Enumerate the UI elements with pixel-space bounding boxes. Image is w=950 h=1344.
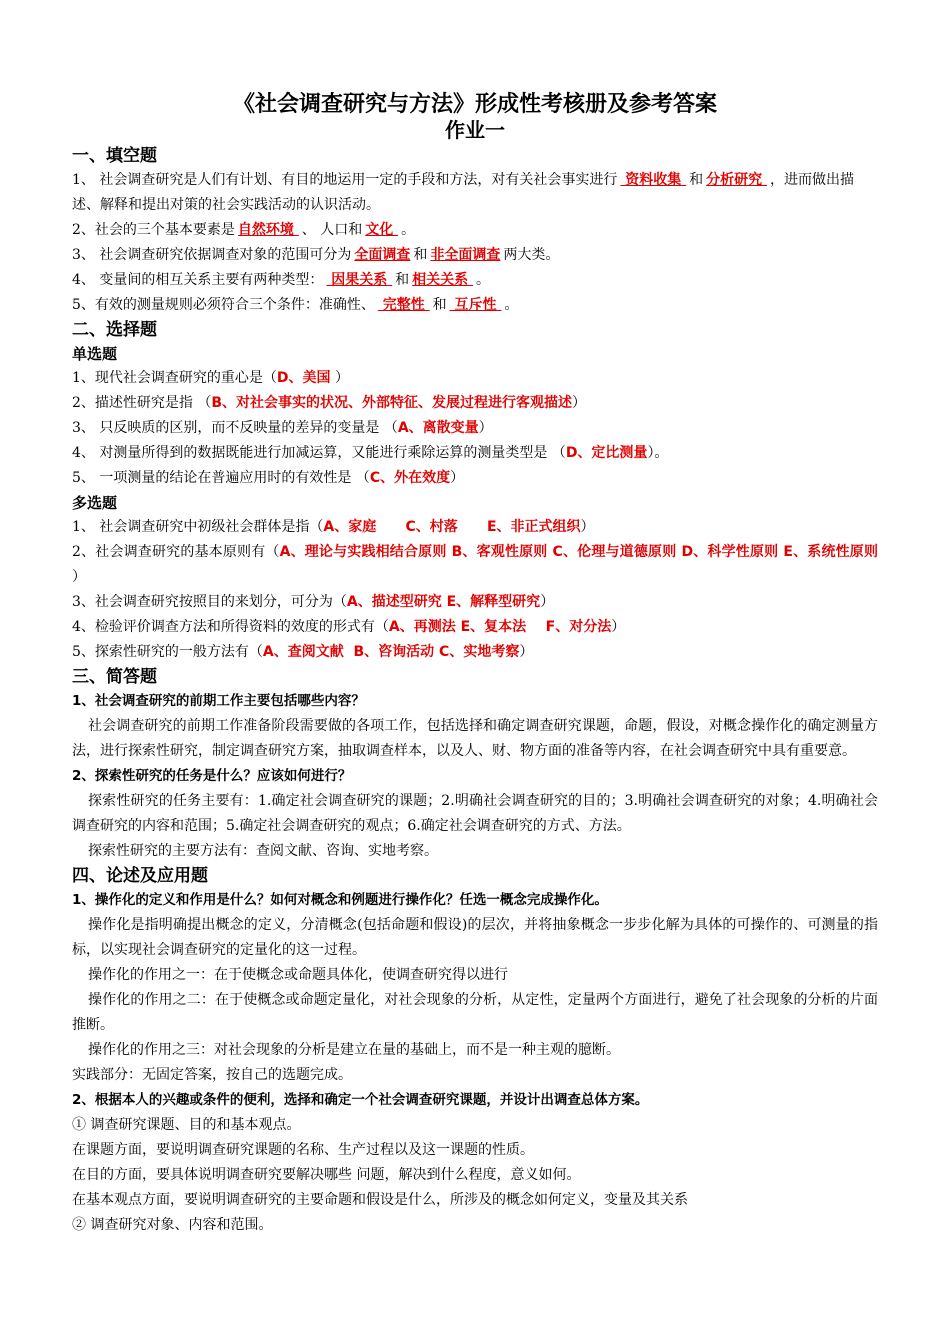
question-text: 和: [413, 247, 428, 263]
section-essay-heading: 四、论述及应用题: [72, 866, 208, 886]
essay-paragraph: 在课题方面，要说明调查研究课题的名称、生产过程以及这一课题的性质。: [72, 1142, 534, 1158]
answer-text: A、理论与实践相结合原则 B、客观性原则 C、伦理与道德原则 D、科学性原则 E、系统性原则: [279, 544, 878, 560]
fill-question-4: [72, 268, 878, 293]
question-text: 两大类。: [503, 247, 560, 263]
question-text: ）: [72, 569, 86, 585]
fill-question-3: [72, 243, 878, 268]
answer-blank: 资料收集: [620, 172, 687, 188]
essay-question-2: 2、根据本人的兴趣或条件的便利，选择和确定一个社会调查研究课题，并设计出调查总体方案。: [72, 1092, 649, 1108]
answer-blank: 自然环境: [237, 222, 299, 238]
question-text: ）: [540, 594, 555, 610]
multi-choice-4: [72, 615, 878, 640]
question-text: 和: [689, 172, 704, 188]
answer-blank: 非全面调查: [430, 247, 501, 263]
single-choice-5: [72, 466, 878, 491]
question-text: 和: [432, 297, 447, 313]
question-text: 、 人口和: [301, 222, 363, 238]
answer-blank: 全面调查: [354, 247, 411, 263]
question-text: ）: [450, 470, 465, 486]
question-text: 5、 一项测量的结论在普遍应用时的有效性是 （: [72, 470, 370, 486]
question-text: ）: [519, 644, 534, 660]
essay-paragraph: 实践部分：无固定答案，按自己的选题完成。: [72, 1067, 352, 1083]
single-choice-4: [72, 441, 878, 466]
question-text: 4、 对测量所得到的数据既能进行加减运算，又能进行乘除运算的测量类型是 （: [72, 445, 566, 461]
answer-text: A、家庭 C、村落 E、非正式组织: [323, 519, 581, 535]
question-text: ）。: [647, 445, 669, 461]
question-text: 1、 社会调查研究是人们有计划、有目的地运用一定的手段和方法，对有关社会事实进行: [72, 172, 618, 188]
answer-text: D、美国: [276, 370, 331, 386]
answer-text: D、定比测量: [565, 445, 648, 461]
essay-paragraph: 在目的方面，要具体说明调查研究要解决哪些 问题，解决到什么程度，意义如何。: [72, 1167, 581, 1183]
question-text: ）: [330, 370, 349, 386]
essay-list-item: ① 调查研究课题、目的和基本观点。: [72, 1117, 301, 1133]
question-text: 2、社会调查研究的基本原则有（: [72, 544, 280, 560]
multi-choice-1: [72, 515, 878, 540]
single-choice-2: [72, 391, 878, 416]
question-text: 和: [395, 272, 410, 288]
question-text: 2、社会的三个基本要素是: [72, 222, 235, 238]
section-fill-blank-heading: 一、填空题: [72, 146, 157, 166]
document-page: [72, 92, 878, 1238]
question-text: ）: [478, 420, 493, 436]
question-text: 4、 变量间的相互关系主要有两种类型：: [72, 272, 324, 288]
question-text: 1、现代社会调查研究的重心是（: [72, 370, 277, 386]
section-short-answer-heading: 三、简答题: [72, 667, 157, 687]
essay-question-1: 1、操作化的定义和作用是什么？如何对概念和例题进行操作化？任选一概念完成操作化。: [72, 892, 608, 908]
answer-text: A、再测法 E、复本法 F、对分法: [388, 619, 612, 635]
question-text: 。: [401, 222, 416, 238]
answer-blank: 完整性: [377, 297, 430, 313]
section-choice-heading: 二、选择题: [72, 320, 157, 340]
short-question-2: 2、探索性研究的任务是什么？应该如何进行？: [72, 768, 352, 784]
answer-text: B、对社会事实的状况、外部特征、发展过程进行客观描述: [211, 395, 573, 411]
short-answer-2b: 探索性研究的主要方法有：查阅文献、咨询、实地考察。: [88, 843, 438, 859]
answer-text: A、查阅文献 B、咨询活动 C、实地考察: [262, 644, 520, 660]
question-text: 5、有效的测量规则必须符合三个条件：准确性、: [72, 297, 375, 313]
answer-blank: 互斥性: [449, 297, 502, 313]
multi-choice-heading: 多选题: [72, 494, 118, 512]
question-text: 5、探索性研究的一般方法有（: [72, 644, 263, 660]
single-choice-3: [72, 416, 878, 441]
fill-question-1: [72, 168, 878, 218]
answer-text: C、外在效度: [369, 470, 451, 486]
document-subtitle: 作业一: [445, 118, 505, 142]
answer-blank: 文化: [365, 222, 399, 238]
question-text: ）: [611, 619, 626, 635]
question-text: 。: [504, 297, 519, 313]
multi-choice-2: [72, 540, 878, 590]
short-answer-2a: 探索性研究的任务主要有：1.确定社会调查研究的课题；2.明确社会调查研究的目的；3.明确社会调查研究的对象；4.明确社会调查研究的内容和范围；5.确定社会调查研究的观点；6.确定社会调查研究的方式、方法。: [72, 793, 878, 834]
question-text: 2、描述性研究是指 （: [72, 395, 212, 411]
question-text: 3、 只反映质的区别，而不反映量的差异的变量是 （: [72, 420, 398, 436]
answer-blank: 因果关系: [326, 272, 393, 288]
essay-paragraph: 操作化是指明确提出概念的定义，分清概念(包括命题和假设)的层次，并将抽象概念一步步化解为具体的可操作的、可测量的指标，以实现社会调查研究的定量化的这一过程。: [72, 917, 878, 958]
essay-list-item: ② 调查研究对象、内容和范围。: [72, 1217, 273, 1233]
fill-question-2: [72, 218, 878, 243]
question-text: 3、 社会调查研究依据调查对象的范围可分为: [72, 247, 352, 263]
answer-blank: 相关关系: [412, 272, 473, 288]
essay-paragraph: 操作化的作用之一：在于使概念或命题具体化，使调查研究得以进行: [88, 967, 508, 983]
short-question-1: 1、社会调查研究的前期工作主要包括哪些内容？: [72, 693, 365, 709]
question-text: 4、检验评价调查方法和所得资料的效度的形式有（: [72, 619, 389, 635]
document-title: 《社会调查研究与方法》形成性考核册及参考答案: [232, 92, 717, 117]
answer-blank: 分析研究: [706, 172, 767, 188]
fill-question-5: [72, 293, 878, 318]
question-text: 。: [475, 272, 490, 288]
question-text: 1、 社会调查研究中初级社会群体是指（: [72, 519, 324, 535]
question-text: 3、社会调查研究按照目的来划分，可分为（: [72, 594, 347, 610]
question-text: ，进而做出描述、解释和提出对策的社会实践活动的认识活动。: [72, 172, 854, 213]
multi-choice-5: [72, 640, 878, 665]
essay-paragraph: 操作化的作用之三：对社会现象的分析是建立在量的基础上，而不是一种主观的臆断。: [88, 1042, 620, 1058]
answer-text: A、描述型研究 E、解释型研究: [346, 594, 541, 610]
question-text: ）: [580, 519, 595, 535]
answer-text: A、离散变量: [397, 420, 479, 436]
multi-choice-3: [72, 590, 878, 615]
question-text: ）: [572, 395, 587, 411]
single-choice-1: [72, 366, 878, 391]
essay-paragraph: 在基本观点方面，要说明调查研究的主要命题和假设是什么，所涉及的概念如何定义，变量及其关系: [72, 1192, 688, 1208]
essay-paragraph: 操作化的作用之二：在于使概念或命题定量化，对社会现象的分析，从定性，定量两个方面进行，避免了社会现象的分析的片面推断。: [72, 992, 878, 1033]
single-choice-heading: 单选题: [72, 345, 118, 363]
short-answer-1: 社会调查研究的前期工作准备阶段需要做的各项工作，包括选择和确定调查研究课题，命题，假设，对概念操作化的确定测量方法，进行探索性研究，制定调查研究方案，抽取调查样本，以及人、财、物方面的准备等内容，在社会调查研究中具有重要意。: [72, 718, 878, 759]
